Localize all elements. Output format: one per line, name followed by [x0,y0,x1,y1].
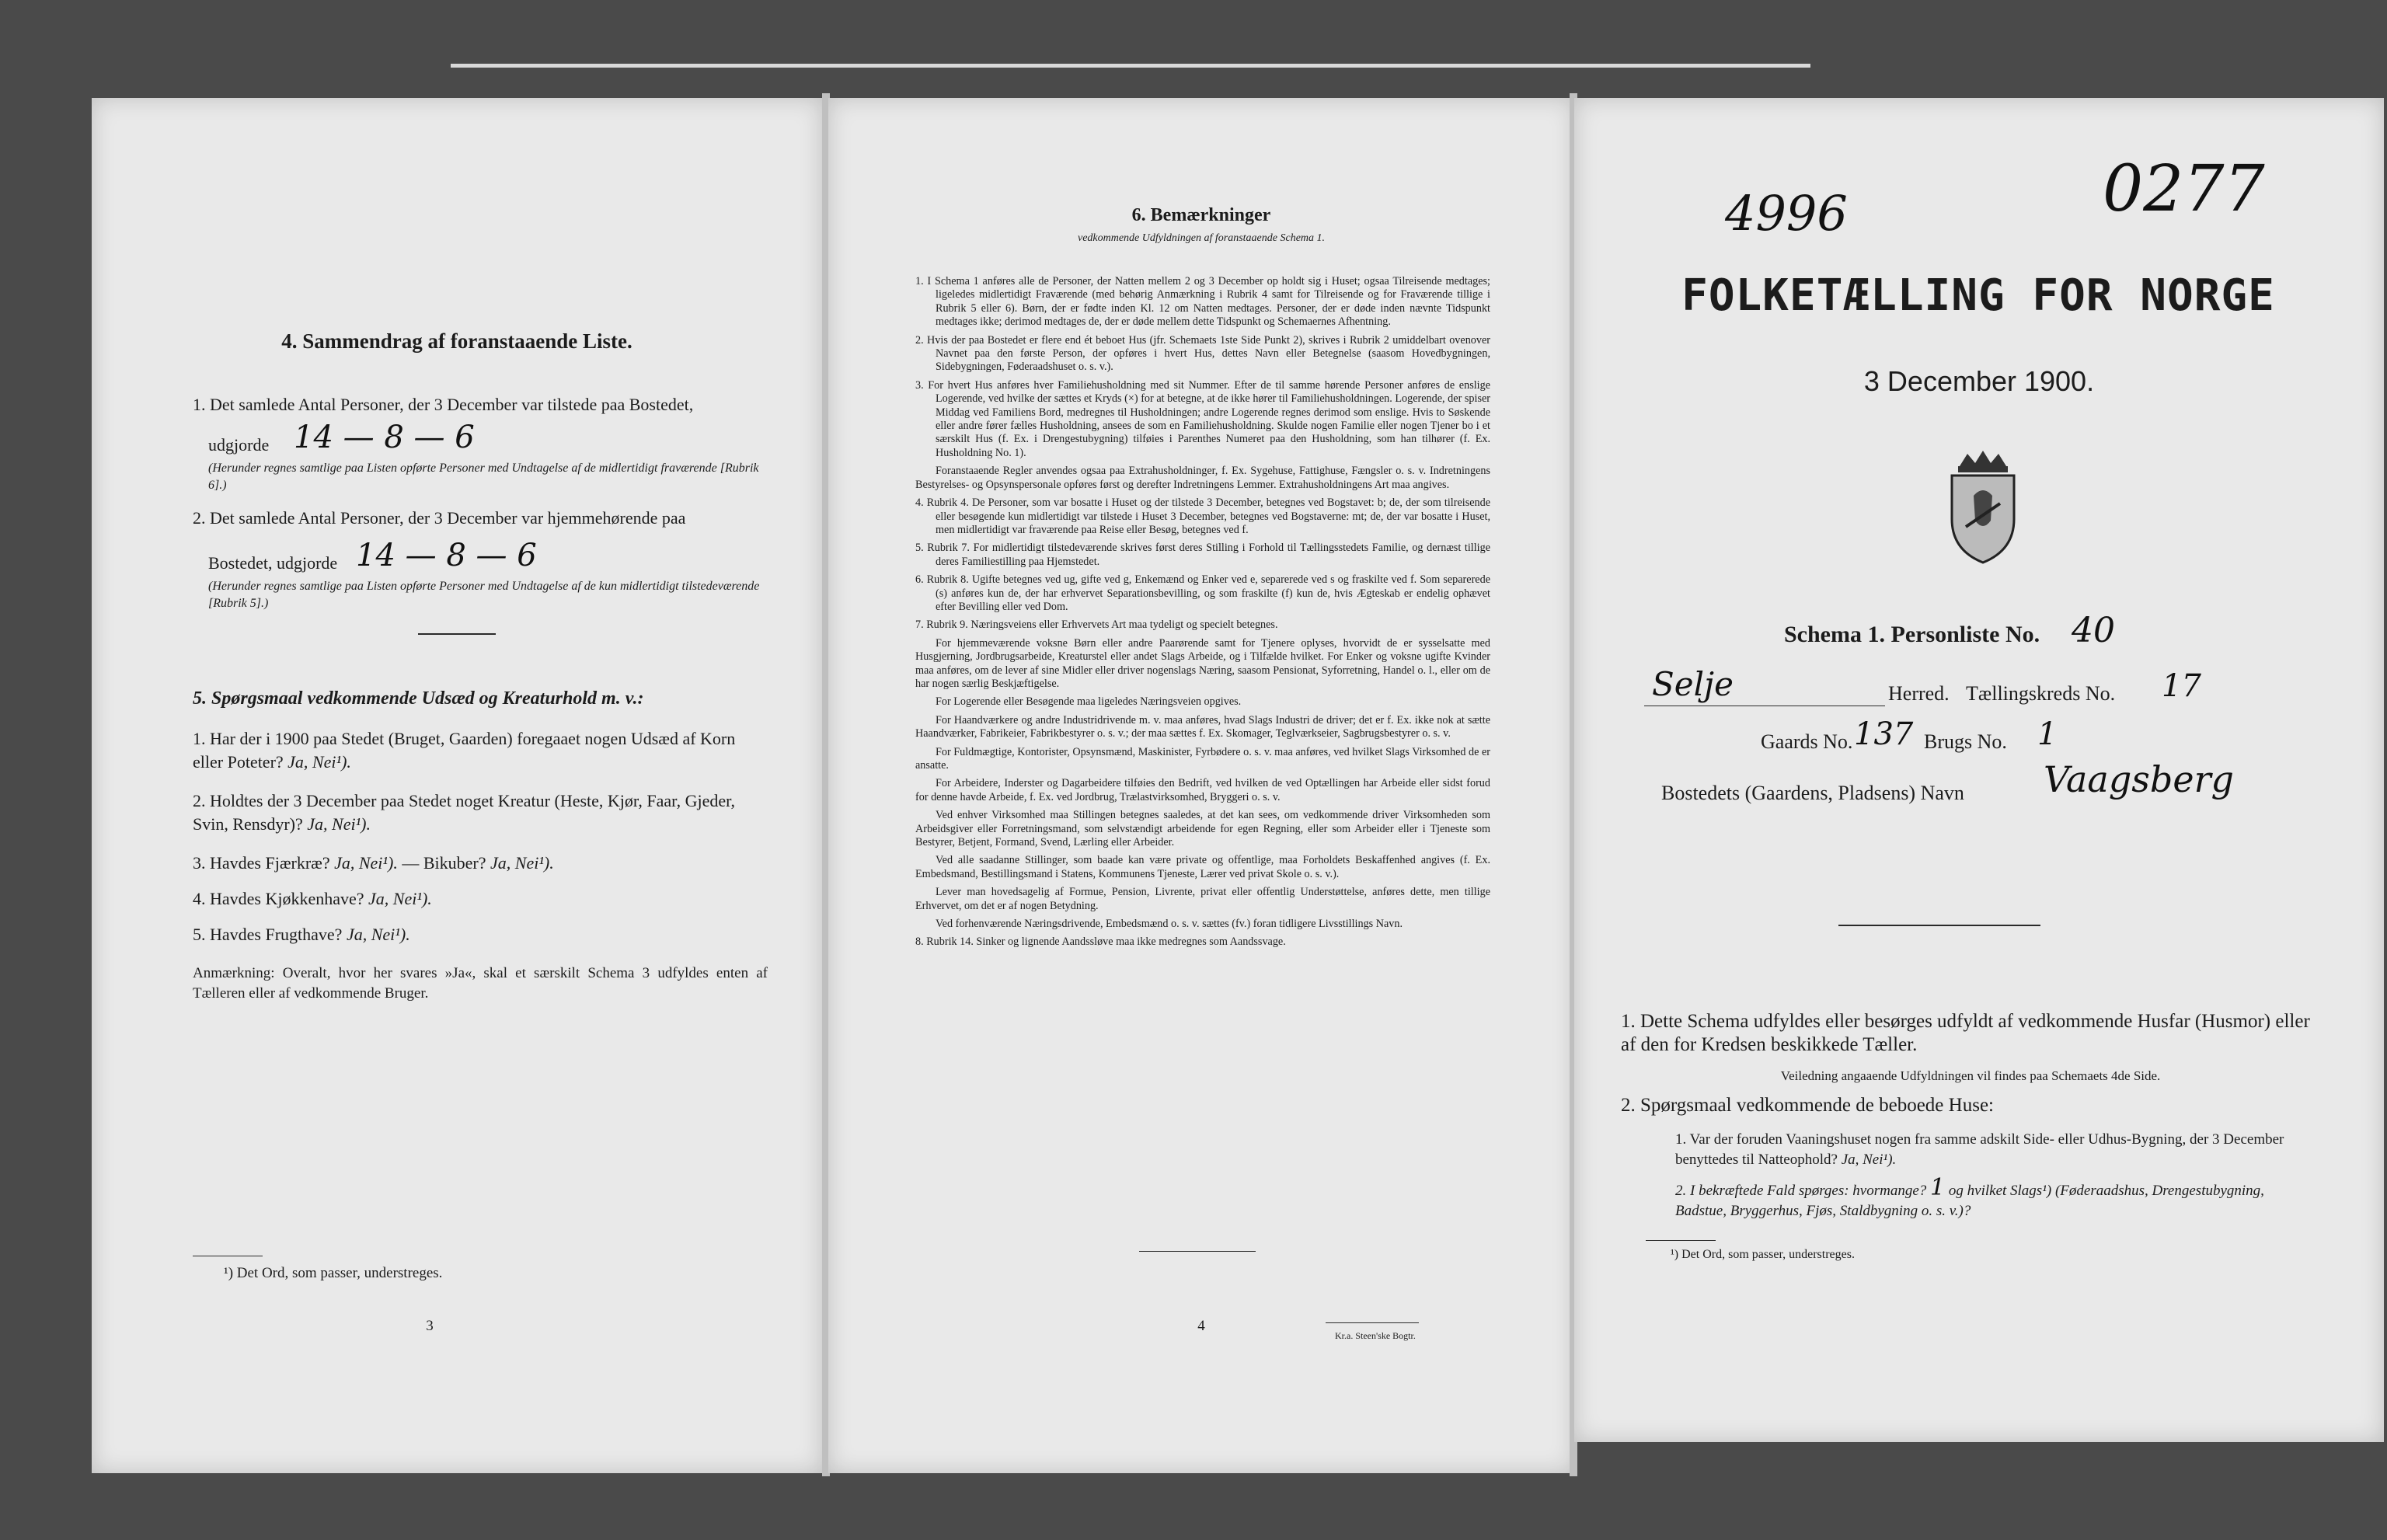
q1-udgjorde: udgjorde [208,435,270,455]
remark-item: For Logerende eller Besøgende maa ligeledes Næringsveien opgives. [936,695,1242,709]
herred-label: Herred. [1888,682,1950,705]
remark-item: For hjemmeværende voksne Børn eller andre Paarørende samt for Tjenere oplyses, hvorvidt de er sysselsatte med Husgjerning, Jordbrugsarbeide, Kreaturstel eller andet Slags Arbeide, og i Tilfælde hvilket. For Enker og voksne ugifte Kvinder maa anføres, om de lever af sine Midler eller driver nogenslags Næring, saasom Pensionat, Syforretning, Handel o. l., eller om de har nogen særlig Beskjæftigelse. [915,636,1490,690]
footnote: ¹) Det Ord, som passer, understreges. [1671,1248,1855,1261]
s5-q3b-answer: Ja, Nei¹). [490,853,554,873]
scan-top-line [451,64,1810,68]
title-page [1574,98,2384,1442]
page-3 [92,98,822,1473]
s5-q5-answer: Ja, Nei¹). [346,925,410,944]
archive-number-left: 4996 [1725,185,1848,242]
page-number: 3 [426,1318,434,1334]
kreds-label: Tællingskreds No. [1966,682,2116,705]
s5-q3-answer: Ja, Nei¹). [334,853,398,873]
s5-q4: 4. Havdes Kjøkkenhave? Ja, Nei¹). [193,889,432,908]
instruction-2-q1: 1. Var der foruden Vaaningshuset nogen fra samme adskilt Side- eller Udhus-Bygning, der 3 December benyttedes til Natteophold? Ja, Nei¹). [1675,1131,2284,1168]
s5-q1: 1. Har der i 1900 paa Stedet (Bruget, Gaarden) foregaaet nogen Udsæd af Korn eller Poteter? Ja, Nei¹). [193,729,736,772]
instruction-1: 1. Dette Schema udfyldes eller besørges udfyldt af vedkommende Husfar (Husmor) eller af den for Kredsen beskikkede Tæller. [1621,1011,2310,1055]
remark-item: Foranstaaende Regler anvendes ogsaa paa Extrahusholdninger, f. Ex. Sygehuse, Fattighuse, Fængsler o. s. v. Indretningens Bestyrelses- og Opsynspersonale opføres først og derefter Indretningens Lemmer. Extrahusholdningens Art maa angives. [915,465,1490,491]
instruction-2-q1-answer: Ja, Nei¹). [1841,1152,1897,1168]
remark-item: Ved forhenværende Næringsdrivende, Embedsmænd o. s. v. sættes (fv.) foran tidligere Livsstillings Navn. [936,918,1403,931]
census-date: 3 December 1900. [1863,365,2095,397]
brugs-label: Brugs No. [1924,730,2007,753]
s5-q2-answer: Ja, Nei¹). [307,814,371,834]
printer-mark: Kr.a. Steen'ske Bogtr. [1335,1330,1416,1341]
schema-label: Schema 1. Personliste No. [1784,622,2040,647]
remark-item: For Arbeidere, Inderster og Dagarbeidere tilføies den Bedrift, ved hvilken de ved Optællingen har Arbeide eller sidst forud for denne havde Arbeide, f. Ex. ved Jordbrug, Trælastvirksomhed, Bryggeri o. s. v. [915,777,1490,803]
gaards-label: Gaards No. [1761,730,1853,753]
s5-q1-answer: Ja, Nei¹). [287,752,351,772]
remark-item: 4. Rubrik 4. De Personer, som var bosatte i Huset og der tilstede 3 December, betegnes ved Bogstavet: b; de, der som tilreisende eller besøgende kun midlertidigt var tilstede i Huset 3 December, betegnes ved Bogstaverne: mt; de, der var bosatte i Huset, men midlertidigt var fraværende paa Reise eller Besøg, betegnes ved f. [915,496,1490,536]
remarks-subtitle: vedkommende Udfyldningen af foranstaaende Schema 1. [1077,232,1326,244]
q2-note: (Herunder regnes samtlige paa Listen opførte Personer med Undtagelse af de kun midlertidigt tilstedeværende [Rubrik 5].) [208,580,760,610]
coat-of-arms-icon [1936,449,2030,566]
remark-item: Ved enhver Virksomhed maa Stillingen betegnes saaledes, at det kan sees, om vedkommende driver Virksomheden som Arbeidsgiver eller Forretningsmand, som selvstændigt arbeidende for egen Regning, eller som Arbeider eller i Tjeneste som Bestyrer, Betjent, Formand, Svend, Lærling eller Arbeider. [915,809,1490,849]
remark-item: Ved alle saadanne Stillinger, som baade kan være private og offentlige, maa Forholdets Beskaffenhed angives (f. Ex. Embedsmand, Bestillingsmand i Statens, Kommunens Tjeneste, Lærer ved privat Skole o. s. v.). [915,854,1490,880]
section-4-title: 4. Sammendrag af foranstaaende Liste. [281,329,632,353]
remarks-list [915,275,1490,954]
separator [1838,925,2040,926]
herred-value: Selje [1652,665,1734,703]
bosted-value: Vaagsberg [2044,758,2235,800]
remark-item: 2. Hvis der paa Bostedet er flere end ét beboet Hus (jfr. Schemaets 1ste Side Punkt 2), skrives i Rubrik 2 umiddelbart ovenover Navnet paa den første Person, der opføres i hvert Hus, dettes Navn eller Betegnelse (saasom Hovedbygningen, Sidebygningen, Føderaadshuset o. s. v.). [915,333,1490,374]
q1-text: 1. Det samlede Antal Personer, der 3 December var tilstede paa Bostedet, [193,395,694,414]
remark-item: 1. I Schema 1 anføres alle de Personer, der Natten mellem 2 og 3 December op holdt sig i Huset; ogsaa Tilreisende medtages; ligeledes midlertidigt Fraværende (med behørig Anmærkning i Rubrik 4 samt for Tilreisende og for Fraværende tillige i Rubrik 5 eller 6). Børn, der er fødte inden Kl. 12 om Natten medtages. Personer, der er døde inden nævnte Tidspunkt medtages ikke; derimod medtages de, der er døde mellem dette Tidspunkt og Schemaernes Afhentning. [915,275,1490,329]
separator [1139,1251,1256,1252]
remark-item: For Fuldmægtige, Kontorister, Opsynsmænd, Maskinister, Fyrbødere o. s. v. maa anføres, ved hvilket Slags Virksomhed de er ansatte. [915,745,1490,772]
q2-bostedet: Bostedet, udgjorde [208,553,338,573]
remark-item: Lever man hovedsagelig af Formue, Pension, Livrente, privat eller offentlig Understøttelse, anføres dette, men tillige Erhvervet, om det er af nogen Betydning. [915,886,1490,912]
anmerkning: Anmærkning: Overalt, hvor her svares »Ja«, skal et særskilt Schema 3 udfyldes enten af Tælleren eller af vedkommende Bruger. [193,965,768,1002]
instruction-1-note: Veiledning angaaende Udfyldningen vil findes paa Schemaets 4de Side. [1780,1068,2161,1083]
remark-item: 7. Rubrik 9. Næringsveiens eller Erhvervets Art maa tydeligt og specielt betegnes. [915,618,1278,632]
section-5-title: 5. Spørgsmaal vedkommende Udsæd og Kreaturhold m. v.: [193,688,644,709]
archive-number-right: 0277 [2103,152,2265,226]
bosted-label: Bostedets (Gaardens, Pladsens) Navn [1661,782,1964,804]
remark-item: 6. Rubrik 8. Ugifte betegnes ved ug, gifte ved g, Enkemænd og Enker ved e, separerede ved s og fraskilte ved f. Som separerede (s) anføres kun de, der har erhvervet Separationsbevilling, og som fraskilte (f) kun de, hvis Ægteskab er endelig ophævet efter Bevilling eller ved Dom. [915,573,1490,613]
remark-item: For Haandværkere og andre Industridrivende m. v. maa anføres, hvad Slags Industri de driver; det er f. Ex. ikke nok at sætte Haandværker, Fabrikeier, Fabrikbestyrer o. s. v.; der maa sættes f. Ex. Skomager, Teglværkseier, Sagbrugsbestyrer o. s. v. [915,713,1490,740]
instruction-2: 2. Spørgsmaal vedkommende de beboede Huse: [1621,1095,1994,1116]
q2-values: 14 — 8 — 6 [356,538,537,573]
remark-item: 8. Rubrik 14. Sinker og lignende Aandssløve maa ikke medregnes som Aandssvage. [915,935,1286,949]
s5-q5: 5. Havdes Frugthave? Ja, Nei¹). [193,925,410,944]
footnote: ¹) Det Ord, som passer, understreges. [224,1265,443,1281]
page-number: 4 [1197,1318,1205,1334]
remarks-title: 6. Bemærkninger [1131,205,1271,225]
page-4 [828,98,1574,1473]
q1-note: (Herunder regnes samtlige paa Listen opførte Personer med Undtagelse af de midlertidigt fraværende [Rubrik 6].) [208,462,759,492]
footnote-rule [1646,1240,1716,1241]
instruction-2-q2: 2. I bekræftede Fald spørges: hvormange? 1 og hvilket Slags¹) (Føderaadshus, Drengestubygning, Badstue, Bryggerhus, Fjøs, Staldbygning o. s. v.)? [1675,1174,2264,1219]
page-title: FOLKETÆLLING FOR NORGE [1681,270,2275,321]
schema-number: 40 [2072,611,2115,650]
q2-text: 2. Det samlede Antal Personer, der 3 December var hjemmehørende paa [193,508,686,528]
brugs-number: 1 [2037,716,2058,752]
remark-item: 3. For hvert Hus anføres hver Familiehusholdning med sit Nummer. Efter de til samme hørende Personer anføres de enslige Logerende, ved hvilke der sættes et Kryds (×) for at betegne, at de ikke hører til Familiehusholdningen. Logerende, der spiser Middag ved Familiens Bord, medregnes til Husholdningen; andre Logerende regnes derimod som enslige. Hvis to Søskende eller andre fører fælles Husholdning, ansees de som en Familiehusholdning. Skulde nogen Familie eller nogen Tjener bo i et særskilt Hus (f. Ex. i Drengestubygning) tilføies i Parenthes Numeret paa den Husholdning, som han tilhører (f. Ex. Husholdning No. 1). [915,378,1490,459]
remark-item: 5. Rubrik 7. For midlertidigt tilstedeværende skrives først deres Stilling i Forhold til Tællingsstedets Familie, og dernæst tillige deres Familiestilling paa Hjemstedet. [915,542,1490,568]
s5-q2: 2. Holdtes der 3 December paa Stedet noget Kreatur (Heste, Kjør, Faar, Gjeder, Svin, Rensdyr)? Ja, Nei¹). [193,791,736,834]
s5-q3: 3. Havdes Fjærkræ? Ja, Nei¹). — Bikuber? Ja, Nei¹). [193,853,554,873]
q1-values: 14 — 8 — 6 [294,420,475,455]
kreds-number: 17 [2162,668,2201,704]
gaards-number: 137 [1854,716,1914,752]
s5-q4-answer: Ja, Nei¹). [368,889,432,908]
house-count: 1 [1930,1174,1946,1201]
separator [418,633,496,635]
printer-rule [1326,1322,1419,1323]
